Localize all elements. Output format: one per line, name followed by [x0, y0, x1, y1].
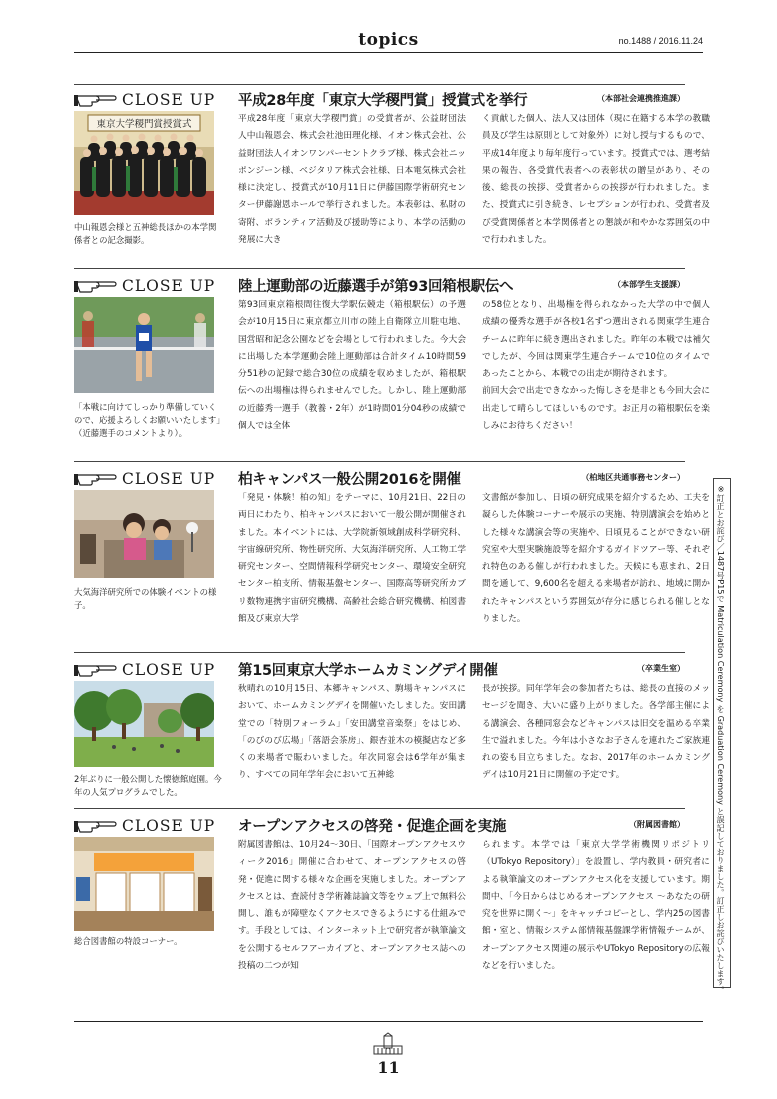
pointing-hand-icon [74, 661, 118, 679]
article-body-right: の58位となり、出場権を得られなかった大学の中で個人成績の優秀な選手が各校1名ずつ選出される関東学生連合チームに昨年に続き選出されました。昨年の本戦では補欠でしたが、今回は関東学生連合チームで10位のタイムであったことから、本戦での出走が期待されます。 前回大会で出走できなかった悔しさを是非とも今回大会に出走して晴らしてほしいものです。お正月の箱根駅伝を楽しみにお待ちください！ [482, 300, 710, 432]
close-up-badge [74, 275, 215, 297]
correction-notice: ※訂正とお詫び／1487号P15で Matriculation Ceremony を Graduation Ceremony と誤記しておりました。訂正しお詫びいたします。 [716, 484, 726, 994]
article-body-left: 秋晴れの10月15日、本郷キャンパス、駒場キャンパスにおいて、ホームカミングデイを開催いたしました。安田講堂での「特別フォーラム」「安田講堂音楽祭」をはじめ、「のびのび広場」「落語会茶房」、銀杏並木の模擬店など多くの来場者で賑わいました。年次同窓会は6学年が集まり、すべての同年学年会において五神総 [238, 684, 466, 781]
article-department: （本部社会連携推進課） [597, 94, 685, 103]
event-photo [74, 490, 214, 578]
article-body-right: 長が挨拶。同年学年会の参加者たちは、総長の直接のメッセージを聞き、大いに盛り上がりました。各学部主催による講演会、各種同窓会などキャンパスは旧交を温める卒業生で溢れました。今年は小さなお子さんを連れたご家族連れの姿も目立ちました。なお、2017年のホームカミングデイは10月21日に開催の予定です。 [482, 684, 710, 781]
pointing-hand-icon [74, 817, 118, 835]
page-number: 11 [377, 1058, 400, 1077]
article-title: オープンアクセスの啓発・促進企画を実施 [238, 819, 507, 835]
article-shokumon-award [74, 89, 710, 269]
article-department: （卒業生室） [637, 664, 685, 673]
section-divider [74, 652, 685, 653]
close-up-label: CLOSE UP [122, 91, 216, 109]
photo-caption: 大気海洋研究所での体験イベントの様子。 [74, 587, 217, 610]
section-divider [74, 808, 685, 809]
section-divider [74, 268, 685, 269]
close-up-badge [74, 89, 215, 111]
photo-caption: 「本戦に向けてしっかり準備していくので、応援よろしくお願いいたします」（近藤選手のコメントより）。 [74, 402, 221, 438]
close-up-label: CLOSE UP [122, 277, 216, 295]
pointing-hand-icon [74, 470, 118, 488]
article-body-left: 「発見・体験！柏の知」をテーマに、10月21日、22日の両日にわたり、柏キャンパスにおいて一般公開が開催されました。本イベントには、大学院新領域創成科学研究科、宇宙線研究所、物性研究所、大気海洋研究所、人工物工学研究センター、空間情報科学研究センター、環境安全研究センター柏支所、情報基盤センター、国際高等研究所カブリ数物連携宇宙研究機構、高齢社会総合研究機構、柏図書館及び東京大学 [238, 493, 466, 625]
article-department: （柏地区共通事務センター） [581, 473, 685, 482]
article-department: （附属図書館） [629, 820, 685, 829]
pointing-hand-icon [74, 91, 118, 109]
article-body-left: 平成28年度「東京大学稷門賞」の受賞者が、公益財団法人中山報恩会、株式会社池田理化様、イオン株式会社、公益財団法人イオンワンパーセントクラブ様、株式会社ニッポンジーン様、ベジタリア株式会社様、日本電気株式会社様に決定し、授賞式が10月11日に伊藤国際学術研究センター伊藤謝恩ホールで挙行されました。本表彰は、私財の寄附、ボランティア活動及び援助等により、本学の活動の発展に大き [238, 114, 466, 246]
photo-caption: 総合図書館の特設コーナー。 [74, 936, 183, 946]
article-body-left: 附属図書館は、10月24〜30日、「国際オープンアクセスウィーク2016」開催に合わせて、オープンアクセスの啓発・促進に関する様々な企画を実施しました。オープンアクセスとは、査読付き学術雑誌論文等をウェブ上で無料公開し、誰もが障壁なくアクセスできるようにする仕組みです。手段としては、インターネット上で研究者が執筆論文を公開するセルフアーカイブと、オープンアクセス誌への投稿の二つが知 [238, 840, 466, 972]
photo-caption: 2年ぶりに一般公開した懐徳館庭園。今年の人気プログラムでした。 [74, 774, 222, 797]
pointing-hand-icon [74, 277, 118, 295]
article-title: 第15回東京大学ホームカミングデイ開催 [238, 663, 498, 679]
section-divider [74, 461, 685, 462]
article-title: 柏キャンパス一般公開2016を開催 [238, 472, 461, 488]
page-section-title: topics [358, 30, 419, 50]
article-title: 平成28年度「東京大学稷門賞」授賞式を挙行 [238, 93, 528, 109]
garden-photo [74, 681, 214, 767]
issue-number: no.1488 / 2016.11.24 [618, 36, 703, 46]
header-rule [74, 52, 703, 53]
award-group-photo [74, 111, 214, 215]
close-up-badge [74, 659, 215, 681]
photo-caption: 中山報恩会様と五神総長ほかの本学関係者との記念撮影。 [74, 222, 217, 245]
article-kashiwa-open-campus [74, 468, 710, 648]
article-body-right: く貢献した個人、法人又は団体（現に在籍する本学の教職員及び学生は原則として対象外）に対し授与するもので、平成14年度より毎年度行っています。授賞式では、選考結果の報告、各受賞代表者への表彰状の贈呈があり、その後、総長の挨拶、受賞者からの挨拶が行われました。また、授賞式に引き続き、レセプションが行われ、受賞者及び受賞関係者と本学関係者との懇談が和やかな雰囲気の中で行われました。 [482, 114, 710, 246]
article-body-right: 文書館が参加し、日頃の研究成果を紹介するため、工夫を凝らした体験コーナーや展示の実施、特別講演会を始めとした様々な講演会等の実施や、日頃見ることができない研究室や大型実験施設等を紹介するガイドツアー等、それぞれ特色のある催しが行われました。天候にも恵まれ、2日間を通して、9,600名を超える来場者が訪れ、地域に開かれたキャンパスという雰囲気が存分に感じられる催しとなりました。 [482, 493, 710, 625]
article-hakone-ekiden [74, 275, 710, 455]
article-title: 陸上運動部の近藤選手が第93回箱根駅伝へ [238, 279, 514, 295]
close-up-badge [74, 815, 215, 837]
close-up-label: CLOSE UP [122, 817, 216, 835]
article-body-right: られます。本学では「東京大学学術機関リポジトリ（UTokyo Repository）」を設置し、学内教員・研究者による執筆論文のオープンアクセス化を支援しています。期間中、「今日からはじめるオープンアクセス 〜あなたの研究を世界に開く〜」をキャッチコピーとし、学内25の図書館・室と、情報システム部情報基盤課学術情報チームが、オープンアクセス関連の展示やUTokyo Repositoryの広報などを行いました。 [482, 840, 710, 972]
award-sign-text: 東京大学稷門賞授賞式 [96, 119, 192, 130]
article-department: （本部学生支援課） [613, 280, 685, 289]
close-up-badge [74, 468, 215, 490]
close-up-label: CLOSE UP [122, 661, 216, 679]
runner-photo [74, 297, 214, 393]
footer-rule [74, 1021, 703, 1022]
yasuda-auditorium-icon [372, 1032, 404, 1056]
close-up-label: CLOSE UP [122, 470, 216, 488]
article-open-access [74, 815, 710, 1015]
library-corner-photo [74, 837, 214, 931]
section-divider [74, 84, 685, 85]
article-body-left: 第93回東京箱根間往復大学駅伝競走（箱根駅伝）の予選会が10月15日に東京都立川市の陸上自衛隊立川駐屯地、国営昭和記念公園などを会場として行われました。今大会に出場した本学運動会陸上運動部は合計タイム10時間59分51秒の記録で総合30位の成績を収めましたが、箱根駅伝への出場権は得られませんでした。しかし、陸上運動部の近藤秀一選手（教養・2年）が1時間01分04秒の成績で個人では全体 [238, 300, 466, 432]
article-homecoming-day [74, 659, 710, 809]
